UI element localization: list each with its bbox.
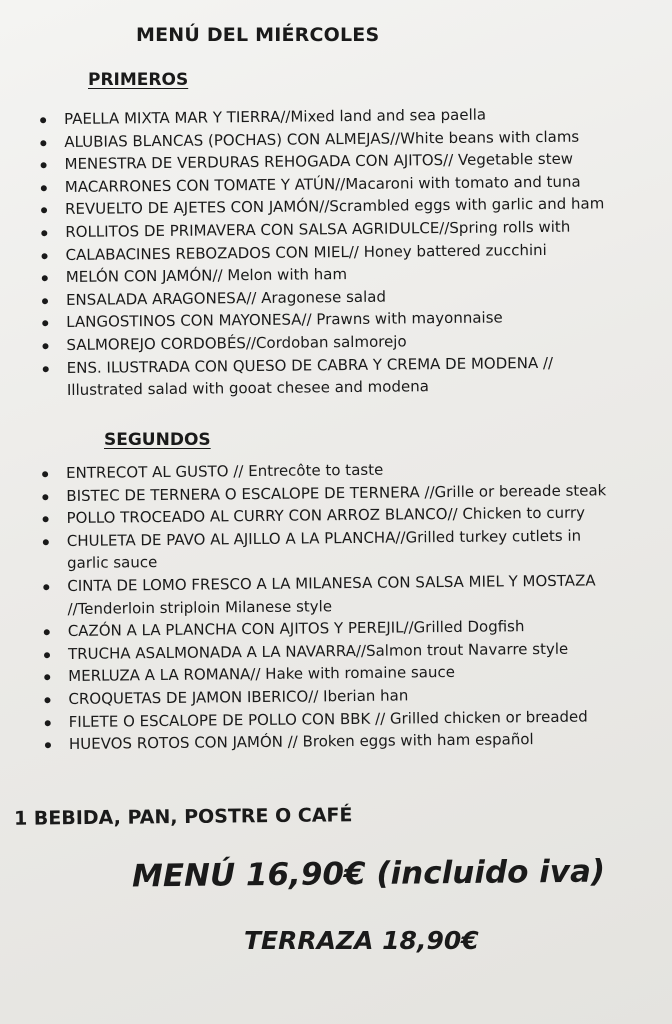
menu-item-text: LANGOSTINOS CON MAYONESA// Prawns with mayonnaise: [66, 308, 503, 332]
menu-item-text: HUEVOS ROTOS CON JAMÓN // Broken eggs with ham español: [68, 730, 534, 754]
menu-price: MENÚ 16,90€ (incluido iva): [131, 853, 606, 895]
menu-item: [69, 727, 659, 756]
menu-item-text-continued: garlic sauce: [66, 553, 158, 573]
menu-item-text: CAZÓN A LA PLANCHA CON AJITOS Y PEREJIL//Grilled Dogfish: [67, 617, 525, 641]
menu-item-text: CINTA DE LOMO FRESCO A LA MILANESA CON SALSA MIEL Y MOSTAZA: [67, 571, 596, 595]
menu-item: [67, 569, 657, 620]
menu-item-text: ROLLITOS DE PRIMAVERA CON SALSA AGRIDULCE//Spring rolls with: [65, 217, 571, 241]
menu-item-text: MACARRONES CON TOMATE Y ATÚN//Macaroni with tomato and tuna: [64, 172, 581, 196]
menu-item-text: ENTRECOT AL GUSTO // Entrecôte to taste: [66, 460, 384, 482]
menu-item-text: CALABACINES REBOZADOS CON MIEL// Honey battered zucchini: [65, 240, 547, 264]
includes-note: 1 BEBIDA, PAN, POSTRE O CAFÉ: [13, 804, 353, 830]
primeros-heading: PRIMEROS: [88, 70, 189, 90]
menu-item-text: PAELLA MIXTA MAR Y TIERRA//Mixed land and sea paella: [64, 105, 487, 128]
menu-item-text: MELÓN CON JAMÓN// Melon with ham: [65, 265, 348, 287]
menu-item-text: SALMOREJO CORDOBÉS//Cordoban salmorejo: [66, 332, 407, 354]
terrace-price: TERRAZA 18,90€: [244, 926, 479, 955]
menu-item-text: MENESTRA DE VERDURAS REHOGADA CON AJITOS// Vegetable stew: [64, 149, 574, 174]
menu-item-text: FILETE O ESCALOPE DE POLLO CON BBK // Grilled chicken or breaded: [68, 707, 588, 731]
primeros-list: [64, 102, 657, 402]
segundos-heading: SEGUNDOS: [104, 430, 211, 450]
menu-item-text: CROQUETAS DE JAMON IBERICO// Iberian han: [68, 686, 409, 708]
menu-item-text: BISTEC DE TERNERA O ESCALOPE DE TERNERA //Grille or bereade steak: [66, 480, 607, 505]
menu-item-text: TRUCHA ASALMONADA A LA NAVARRA//Salmon trout Navarre style: [67, 639, 569, 663]
menu-item-text: CHULETA DE PAVO AL AJILLO A LA PLANCHA//Grilled turkey cutlets in: [66, 526, 582, 550]
menu-item: [67, 350, 657, 401]
menu-item-text: MERLUZA A LA ROMANA// Hake with romaine sauce: [68, 663, 456, 686]
page-title: MENÚ DEL MIÉRCOLES: [136, 24, 380, 46]
menu-item-text-continued: //Tenderloin striploin Milanese style: [67, 596, 333, 618]
menu-item-text-continued: Illustrated salad with gooat chesee and modena: [66, 377, 429, 400]
segundos-list: [66, 456, 659, 756]
menu-item-text: POLLO TROCEADO AL CURRY CON ARROZ BLANCO// Chicken to curry: [66, 503, 586, 528]
menu-item-text: ALUBIAS BLANCAS (POCHAS) CON ALMEJAS//White beans with clams: [64, 127, 580, 151]
menu-item-text: ENSALADA ARAGONESA// Aragonese salad: [65, 287, 387, 309]
menu-item: [67, 524, 657, 575]
menu-item-text: ENS. ILUSTRADA CON QUESO DE CABRA Y CREMA DE MODENA //: [66, 353, 554, 377]
menu-item-text: REVUELTO DE AJETES CON JAMÓN//Scrambled eggs with garlic and ham: [64, 194, 605, 219]
